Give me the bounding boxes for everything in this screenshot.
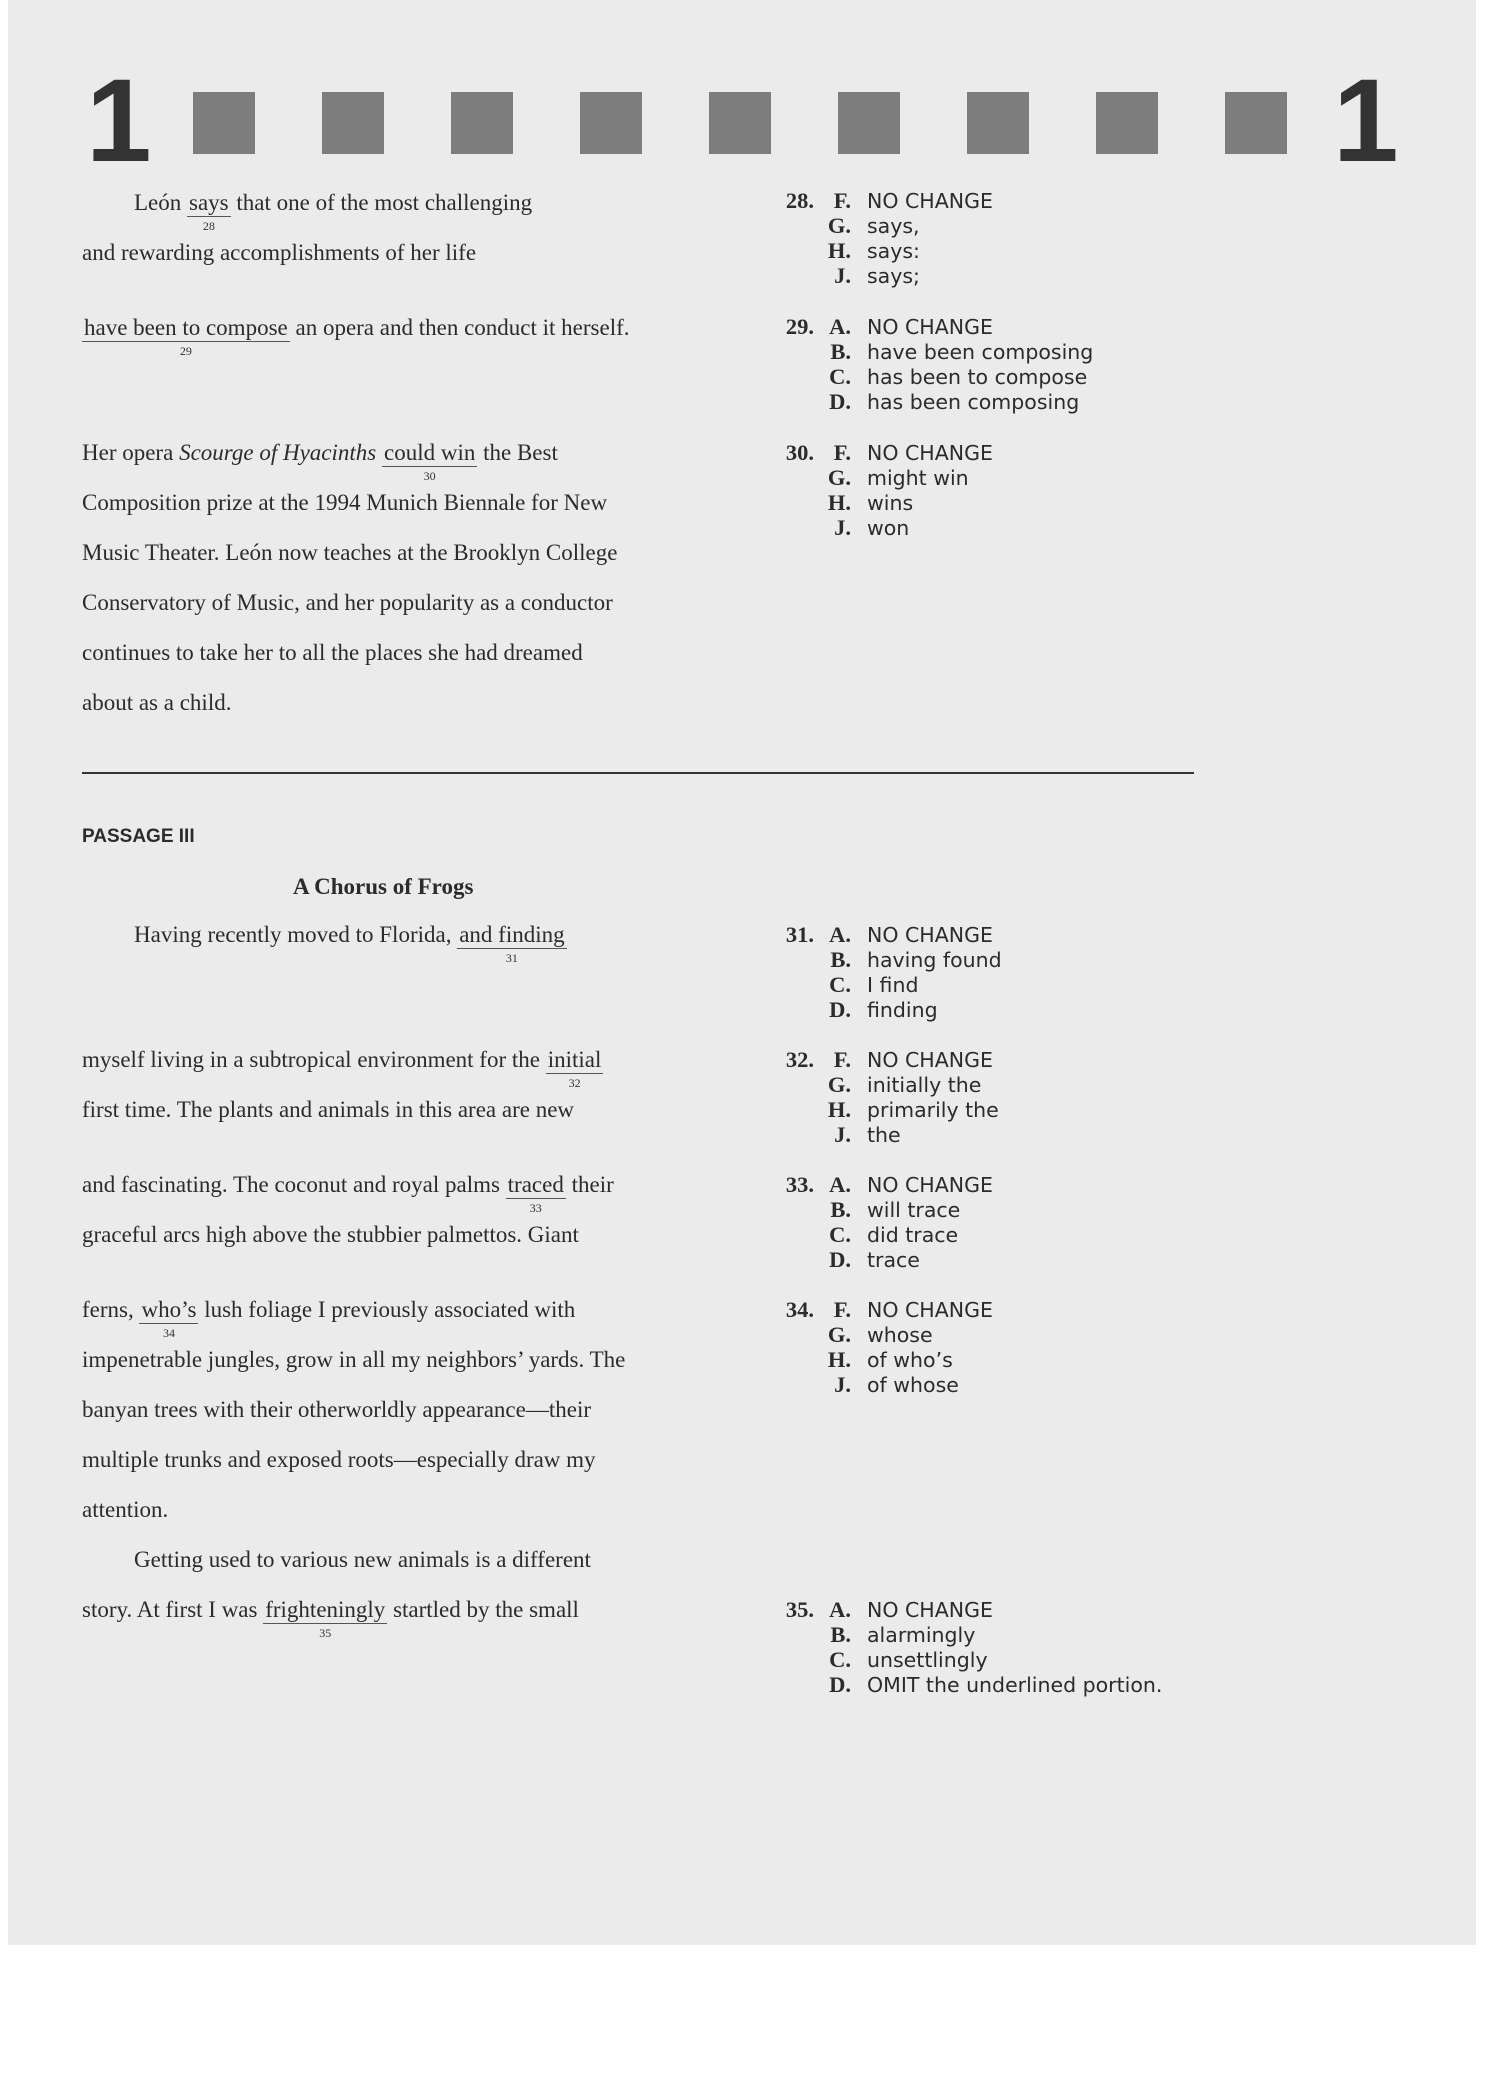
option-letter: G.	[827, 465, 851, 490]
header-square	[709, 92, 771, 154]
question-29	[770, 314, 1093, 414]
answer-option[interactable]	[770, 1597, 1162, 1622]
question-number: 31.	[785, 922, 814, 947]
underlined-portion	[457, 922, 566, 965]
option-letter: B.	[830, 1197, 851, 1222]
question-reference-number: 31	[505, 951, 518, 965]
passage-line	[82, 1172, 614, 1215]
option-letter: A.	[829, 922, 851, 947]
option-text: have been composing	[867, 340, 1094, 364]
option-text: I find	[867, 973, 919, 997]
option-text: NO CHANGE	[867, 441, 993, 465]
option-letter: D.	[829, 1247, 851, 1272]
passage-title: A Chorus of Frogs	[293, 874, 474, 899]
option-text: has been composing	[867, 390, 1080, 414]
answer-option[interactable]	[770, 1247, 993, 1272]
answer-option[interactable]	[770, 1322, 993, 1347]
passage-line: Composition prize at the 1994 Munich Biennale for New	[82, 490, 608, 515]
line-text: Having recently moved to Florida,	[134, 922, 458, 947]
question-reference-number: 28	[202, 219, 215, 233]
header-square	[1096, 92, 1158, 154]
answer-option[interactable]	[770, 1097, 999, 1122]
question-35	[770, 1597, 1162, 1697]
option-text: NO CHANGE	[867, 1298, 993, 1322]
line-text: an opera and then conduct it herself.	[289, 315, 630, 340]
answer-option[interactable]	[770, 1647, 1162, 1672]
underlined-text: traced	[507, 1172, 564, 1197]
question-31	[770, 922, 1002, 1022]
line-text: Her opera	[82, 440, 180, 465]
underlined-portion	[263, 1597, 387, 1640]
question-34	[770, 1297, 993, 1397]
passage-line: about as a child.	[82, 690, 232, 715]
question-reference-number: 35	[319, 1626, 332, 1640]
passage-line	[82, 1297, 576, 1340]
passage-line	[82, 922, 567, 965]
page-sheet	[8, 0, 1476, 1945]
underlined-text: and finding	[459, 922, 565, 947]
passage-line	[82, 440, 558, 483]
underlined-text: frighteningly	[265, 1597, 386, 1622]
answer-option[interactable]	[770, 1047, 999, 1072]
passage-line	[82, 190, 533, 233]
answer-option[interactable]	[770, 1372, 993, 1397]
option-letter: G.	[827, 213, 851, 238]
option-letter: C.	[829, 364, 851, 389]
option-text: primarily the	[867, 1098, 999, 1122]
passage-line	[82, 315, 630, 358]
answer-option[interactable]	[770, 1672, 1162, 1697]
answer-option[interactable]	[770, 515, 993, 540]
option-letter: A.	[829, 1597, 851, 1622]
option-letter: C.	[829, 972, 851, 997]
question-reference-number: 34	[162, 1326, 175, 1340]
option-text: NO CHANGE	[867, 1173, 993, 1197]
answer-option[interactable]	[770, 364, 1093, 389]
answer-option[interactable]	[770, 213, 993, 238]
option-letter: D.	[829, 1672, 851, 1697]
option-text: NO CHANGE	[867, 189, 993, 213]
option-letter: J.	[834, 515, 851, 540]
answer-option[interactable]	[770, 1622, 1162, 1647]
option-letter: F.	[833, 1047, 851, 1072]
option-text: OMIT the underlined portion.	[867, 1673, 1163, 1697]
answer-option[interactable]	[770, 490, 993, 515]
line-text: that one of the most challenging	[230, 190, 533, 215]
question-number: 29.	[785, 314, 814, 339]
passage-label: PASSAGE III	[82, 826, 195, 847]
section-number-right: 1	[1333, 55, 1399, 187]
option-text: did trace	[867, 1223, 959, 1247]
option-letter: B.	[830, 947, 851, 972]
option-text: has been to compose	[867, 365, 1088, 389]
answer-option[interactable]	[770, 389, 1093, 414]
question-reference-number: 30	[423, 469, 436, 483]
underlined-portion	[187, 190, 231, 233]
line-text: myself living in a subtropical environment for the	[82, 1047, 546, 1072]
underlined-text: have been to compose	[84, 315, 288, 340]
passage-line: Getting used to various new animals is a different	[134, 1547, 591, 1572]
answer-option[interactable]	[770, 1122, 999, 1147]
option-letter: G.	[827, 1322, 851, 1347]
answer-option[interactable]	[770, 1072, 999, 1097]
answer-option[interactable]	[770, 947, 1002, 972]
option-letter: J.	[834, 263, 851, 288]
question-33	[770, 1172, 993, 1272]
answer-option[interactable]	[770, 465, 993, 490]
passage-line: Music Theater. León now teaches at the Brooklyn College	[82, 540, 618, 565]
underlined-portion	[506, 1172, 566, 1215]
option-text: will trace	[867, 1198, 961, 1222]
option-letter: D.	[829, 997, 851, 1022]
answer-option[interactable]	[770, 1297, 993, 1322]
passage-line: banyan trees with their otherworldly appearance—their	[82, 1397, 591, 1422]
option-text: the	[867, 1123, 901, 1147]
question-reference-number: 33	[529, 1201, 542, 1215]
underlined-portion	[546, 1047, 604, 1090]
option-letter: F.	[833, 1297, 851, 1322]
option-letter: G.	[827, 1072, 851, 1097]
answer-option[interactable]	[770, 1172, 993, 1197]
answer-option[interactable]	[770, 922, 1002, 947]
underlined-text: could win	[383, 440, 476, 465]
question-number: 35.	[785, 1597, 814, 1622]
option-text: NO CHANGE	[867, 315, 993, 339]
option-text: alarmingly	[867, 1623, 976, 1647]
underlined-text: says	[189, 190, 229, 215]
option-letter: D.	[829, 389, 851, 414]
option-text: whose	[867, 1323, 933, 1347]
answer-option[interactable]	[770, 263, 993, 288]
header-square	[580, 92, 642, 154]
answer-option[interactable]	[770, 1197, 993, 1222]
header-square	[322, 92, 384, 154]
option-letter: H.	[827, 1097, 851, 1122]
header-square	[193, 92, 255, 154]
answer-option[interactable]	[770, 314, 1093, 339]
option-letter: J.	[834, 1122, 851, 1147]
option-letter: F.	[833, 440, 851, 465]
option-letter: H.	[827, 238, 851, 263]
underlined-text: who’s	[141, 1297, 197, 1322]
question-number: 33.	[785, 1172, 814, 1197]
option-text: says,	[867, 214, 920, 238]
passage-line	[82, 1597, 579, 1640]
passage-line: continues to take her to all the places she had dreamed	[82, 640, 583, 665]
header-square	[1225, 92, 1287, 154]
passage-line: attention.	[82, 1497, 169, 1522]
passage-divider	[82, 772, 1194, 774]
question-reference-number: 29	[179, 344, 192, 358]
option-text: of whose	[867, 1373, 959, 1397]
answer-option[interactable]	[770, 1347, 993, 1372]
question-28	[770, 188, 993, 288]
question-number: 30.	[785, 440, 814, 465]
answer-option[interactable]	[770, 238, 993, 263]
underlined-text: initial	[547, 1047, 602, 1072]
option-text: won	[867, 516, 910, 540]
passage-line	[82, 1047, 603, 1090]
passage-line: first time. The plants and animals in this area are new	[82, 1097, 575, 1122]
option-letter: C.	[829, 1222, 851, 1247]
line-text: the Best	[477, 440, 558, 465]
option-letter: H.	[827, 1347, 851, 1372]
answer-option[interactable]	[770, 339, 1093, 364]
option-letter: B.	[830, 339, 851, 364]
line-text: lush foliage I previously associated with	[198, 1297, 576, 1322]
option-text: of who’s	[867, 1348, 953, 1372]
line-text: story. At first I was	[82, 1597, 264, 1622]
question-number: 32.	[785, 1047, 814, 1072]
passage-line: graceful arcs high above the stubbier palmettos. Giant	[82, 1222, 579, 1247]
line-text: startled by the small	[387, 1597, 579, 1622]
question-number: 34.	[785, 1297, 814, 1322]
line-text: and fascinating. The coconut and royal palms	[82, 1172, 506, 1197]
option-text: trace	[867, 1248, 920, 1272]
answer-option[interactable]	[770, 188, 993, 213]
section-number-left: 1	[86, 55, 152, 187]
header-square	[838, 92, 900, 154]
header-square	[451, 92, 513, 154]
underlined-portion	[139, 1297, 198, 1340]
option-letter: H.	[827, 490, 851, 515]
option-text: might win	[867, 466, 969, 490]
option-letter: A.	[829, 1172, 851, 1197]
answer-option[interactable]	[770, 997, 1002, 1022]
option-letter: B.	[830, 1622, 851, 1647]
header-square	[967, 92, 1029, 154]
option-letter: J.	[834, 1372, 851, 1397]
question-reference-number: 32	[568, 1076, 581, 1090]
option-text: NO CHANGE	[867, 1598, 993, 1622]
option-text: wins	[867, 491, 914, 515]
underlined-portion	[82, 315, 290, 358]
answer-option[interactable]	[770, 972, 1002, 997]
option-letter: A.	[829, 314, 851, 339]
line-text: their	[565, 1172, 614, 1197]
question-32	[770, 1047, 999, 1147]
option-letter: F.	[833, 188, 851, 213]
question-30	[770, 440, 993, 540]
option-text: finding	[867, 998, 938, 1022]
answer-option[interactable]	[770, 1222, 993, 1247]
passage-line: Conservatory of Music, and her popularity as a conductor	[82, 590, 613, 615]
option-text: initially the	[867, 1073, 982, 1097]
underlined-portion	[382, 440, 477, 483]
option-text: unsettlingly	[867, 1648, 988, 1672]
line-text: ferns,	[82, 1297, 140, 1322]
passage-line: and rewarding accomplishments of her life	[82, 240, 477, 265]
italic-title: Scourge of Hyacinths	[179, 440, 377, 465]
line-text: León	[134, 190, 188, 215]
answer-option[interactable]	[770, 440, 993, 465]
option-text: says:	[867, 239, 920, 263]
passage-line: impenetrable jungles, grow in all my neighbors’ yards. The	[82, 1347, 626, 1372]
option-text: NO CHANGE	[867, 923, 993, 947]
passage-line: multiple trunks and exposed roots—especially draw my	[82, 1447, 596, 1472]
option-text: having found	[867, 948, 1002, 972]
option-text: says;	[867, 264, 920, 288]
option-text: NO CHANGE	[867, 1048, 993, 1072]
question-number: 28.	[785, 188, 814, 213]
option-letter: C.	[829, 1647, 851, 1672]
